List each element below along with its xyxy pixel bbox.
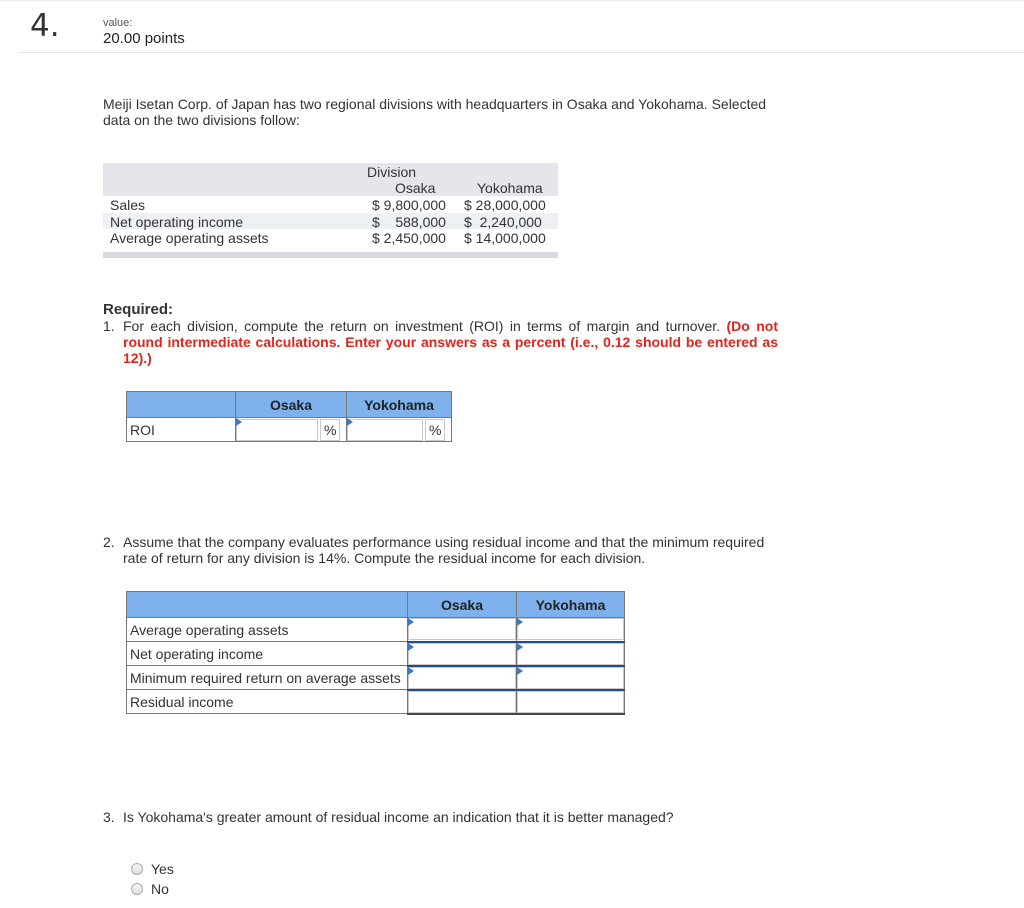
table-footer-band xyxy=(103,252,558,258)
ri-header-osaka: Osaka xyxy=(408,592,517,618)
question-2-line-1: Assume that the company evaluates performance using residual income and that the minimum required xyxy=(123,534,765,550)
input-flag-icon xyxy=(408,618,414,626)
ri-noi-yokohama-input[interactable] xyxy=(517,643,624,665)
roi-osaka-input[interactable] xyxy=(236,419,318,441)
ri-min-return-osaka-input[interactable] xyxy=(408,667,516,689)
ri-row-label-min-return: Minimum required return on average assets xyxy=(127,666,408,690)
radio-no[interactable] xyxy=(131,883,143,895)
radio-yes-label[interactable]: Yes xyxy=(151,861,174,877)
ri-row-label-noi: Net operating income xyxy=(127,642,408,666)
ri-min-return-osaka-cell xyxy=(408,666,517,690)
roi-table xyxy=(126,391,452,442)
top-rule xyxy=(0,0,1024,1)
question-3-number: 3. xyxy=(103,809,115,825)
question-1 xyxy=(103,318,783,370)
row-label-assets: Average operating assets xyxy=(110,230,269,246)
question-1-number: 1. xyxy=(103,318,115,334)
ri-min-return-yokohama-cell xyxy=(517,666,625,690)
roi-yokohama-unit: % xyxy=(425,419,445,441)
column-header-osaka: Osaka xyxy=(395,180,436,196)
question-1-line-1 xyxy=(123,318,778,334)
question-2-line-2: rate of return for any division is 14%. Compute the residual income for each division. xyxy=(123,550,646,566)
sales-yokohama: $ 28,000,000 xyxy=(464,197,546,213)
roi-header-yokohama: Yokohama xyxy=(347,392,452,418)
question-2-number: 2. xyxy=(103,534,115,550)
ri-residual-yokohama-cell xyxy=(517,690,625,714)
question-1-text xyxy=(123,318,778,366)
roi-header-blank xyxy=(127,392,236,418)
intro-text xyxy=(103,96,793,128)
ri-row-label-residual: Residual income xyxy=(127,690,408,714)
input-flag-icon xyxy=(408,643,414,651)
row-label-sales: Sales xyxy=(110,197,146,213)
noi-osaka: $ 588,000 xyxy=(372,214,446,230)
division-group-header: Division xyxy=(367,164,417,180)
sales-osaka: $ 9,800,000 xyxy=(372,197,446,213)
intro-line-1: Meiji Isetan Corp. of Japan has two regional divisions with headquarters in Osaka and Yokohama. Selected xyxy=(103,96,767,112)
ri-assets-osaka-input[interactable] xyxy=(408,618,516,640)
ri-assets-osaka-cell xyxy=(408,618,517,642)
question-1-emph-a: (Do not xyxy=(726,318,778,334)
required-heading: Required: xyxy=(103,301,174,318)
division-data-table xyxy=(103,163,559,259)
value-label: value: xyxy=(103,17,133,29)
question-number: 4. xyxy=(30,8,60,44)
ri-residual-osaka-cell xyxy=(408,690,517,714)
input-flag-icon xyxy=(517,643,523,651)
ri-min-return-yokohama-input[interactable] xyxy=(517,667,624,689)
input-flag-icon xyxy=(408,667,414,675)
ri-assets-yokohama-cell xyxy=(517,618,625,642)
ri-header-blank xyxy=(127,592,408,618)
input-flag-icon xyxy=(517,618,523,626)
noi-yokohama: $ 2,240,000 xyxy=(464,214,542,230)
question-3 xyxy=(103,809,783,827)
question-1-emph-b: round intermediate calculations. Enter your answers as a percent (i.e., 0.12 should be entered as xyxy=(123,334,778,350)
header-divider xyxy=(20,52,1024,53)
input-flag-icon xyxy=(517,667,523,675)
question-3-text: Is Yokohama's greater amount of residual income an indication that it is better managed? xyxy=(123,809,674,825)
row-label-noi: Net operating income xyxy=(110,214,244,230)
question-2 xyxy=(103,534,783,568)
roi-header-osaka: Osaka xyxy=(236,392,347,418)
ri-row-label-assets: Average operating assets xyxy=(127,618,408,642)
input-flag-icon xyxy=(236,418,242,426)
assets-osaka: $ 2,450,000 xyxy=(372,230,446,246)
roi-row-label: ROI xyxy=(127,418,236,442)
question-1-emph-c: 12).) xyxy=(123,350,152,366)
column-header-yokohama: Yokohama xyxy=(477,180,543,196)
assets-yokohama: $ 14,000,000 xyxy=(464,230,546,246)
ri-noi-osaka-input[interactable] xyxy=(408,643,516,665)
roi-osaka-cell xyxy=(236,418,347,442)
roi-yokohama-input[interactable] xyxy=(347,419,423,441)
question-2-text xyxy=(123,534,783,566)
ri-residual-osaka-input[interactable] xyxy=(408,691,516,713)
residual-income-table xyxy=(126,591,625,715)
radio-no-label[interactable]: No xyxy=(151,881,169,897)
roi-osaka-unit: % xyxy=(320,419,340,441)
ri-noi-yokohama-cell xyxy=(517,642,625,666)
points-value: 20.00 points xyxy=(103,30,185,47)
radio-yes[interactable] xyxy=(131,863,143,875)
roi-yokohama-cell xyxy=(347,418,452,442)
intro-line-2: data on the two divisions follow: xyxy=(103,112,300,128)
input-flag-icon xyxy=(347,418,353,426)
ri-residual-yokohama-input[interactable] xyxy=(517,691,624,713)
question-1-text-a: For each division, compute the return on investment (ROI) in terms of margin and turnover. xyxy=(123,318,721,334)
ri-assets-yokohama-input[interactable] xyxy=(517,618,624,640)
ri-header-yokohama: Yokohama xyxy=(517,592,625,618)
ri-noi-osaka-cell xyxy=(408,642,517,666)
